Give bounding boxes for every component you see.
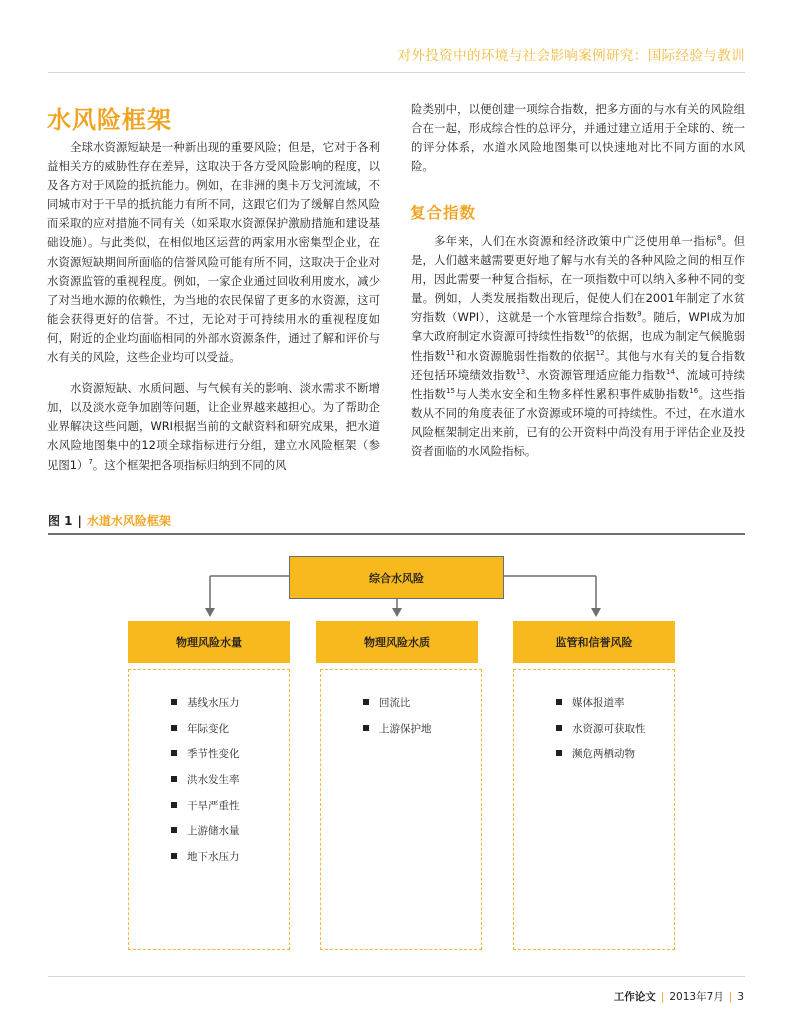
paragraph-text: 的依据，也成为制定气候脆弱性指数 <box>411 329 745 363</box>
footnote-ref: 13 <box>516 367 526 376</box>
right-paragraph-1: 险类别中，以便创建一项综合指数，把多方面的与水有关的风险组合在一起，形成综合性的总评分，并通过建立适用于全球的、统一的评分体系，水道水风险地图集可以快速地对比不同方面的水风险。 <box>411 102 745 174</box>
paragraph-text: 。但是，人们越来越需要更好地了解与水有关的各种风险之间的相互作用，因此需要一种复合指标，在一项指数中可以纳入多种不同的变量。例如，人类发展指数出现后，促使人们在2001年制定了水贫穷指数（WPI），这就是一个水管理综合指数 <box>411 234 745 325</box>
footnote-ref: 12 <box>595 348 605 357</box>
footer-separator: | <box>728 991 733 1003</box>
paragraph-text: 和水资源脆弱性指数的依据 <box>455 348 596 363</box>
arrow-right-icon <box>591 608 601 617</box>
footer <box>614 989 744 1004</box>
category-box-regulatory-reputational: 监管和信誉风险 <box>513 621 675 663</box>
footnote-ref: 11 <box>446 348 456 357</box>
list-item: 回流比 <box>363 696 481 722</box>
list-item: 季节性变化 <box>171 747 289 773</box>
figure-number: 图 1 <box>48 514 73 528</box>
arrow-left-icon <box>205 608 215 617</box>
list-item: 年际变化 <box>171 722 289 748</box>
figure-title: 水道水风险框架 <box>86 514 171 528</box>
paragraph-text: 、水资源管理适应能力指数 <box>525 367 666 382</box>
list-item: 媒体报道率 <box>556 696 674 722</box>
footnote-ref: 15 <box>446 386 456 395</box>
footnote-ref: 16 <box>689 386 699 395</box>
category-box-physical-quantity: 物理风险水量 <box>128 621 290 663</box>
footer-date: 2013年7月 <box>669 991 724 1003</box>
indicator-list-physical-quantity <box>128 669 290 950</box>
page-number: 3 <box>737 991 744 1003</box>
list-item: 濒危两栖动物 <box>556 747 674 773</box>
section-title: 水风险框架 <box>47 106 172 134</box>
list-item: 洪水发生率 <box>171 773 289 799</box>
left-paragraph-2-text-a: 水资源短缺、水质问题、与气候有关的影响、淡水需求不断增加，以及淡水竞争加剧等问题，让企业界越来越担心。为了帮助企业界解决这些问题，WRI根据当前的文献资料和研究成果，把水道水风险地图集中的12项全球指标进行分组，建立水风险框架（参见图1） <box>47 381 380 472</box>
paragraph-text: 与人类水安全和生物多样性累积事件威胁指数 <box>455 386 690 401</box>
list-item: 上游储水量 <box>171 824 289 850</box>
indicator-list-regulatory-reputational <box>513 669 675 950</box>
arrow-center-icon <box>392 608 402 617</box>
running-header: 对外投资中的环境与社会影响案例研究：国际经验与教训 <box>397 48 745 64</box>
footnote-ref: 14 <box>665 367 675 376</box>
list-item: 上游保护地 <box>363 722 481 748</box>
list-item: 地下水压力 <box>171 850 289 876</box>
left-paragraph-1: 全球水资源短缺是一种新出现的重要风险；但是，它对于各利益相关方的威胁性存在差异，这取决于各方受风险影响的程度，以及各方对于风险的抵抗能力。例如，在非洲的奥卡万戈河流域，不同城市对于干旱的抵抗能力有所不同，这跟它们为了缓解自然风险而采取的应对措施不同有关（如采取水资源保护激励措施和建设基础设施）。与此类似，在相似地区运营的两家用水密集型企业，在水资源短缺期间所面临的信誉风险可能有所不同，这取决于企业对水资源监管的重视程度。例如，一家企业通过回收利用废水，减少了对当地水源的依赖性，为当地的农民保留了更多的水资源，这可能会获得更好的信誉。不过，无论对于可持续用水的重视程度如何，附近的企业均面临相同的外部水资源条件，通过了解和评价与水有关的风险，这些企业均可以受益。 <box>47 140 380 365</box>
left-paragraph-2-text-b: 。这个框架把各项指标归纳到不同的风 <box>92 457 287 472</box>
list-item: 干旱严重性 <box>171 799 289 825</box>
footer-publication: 工作论文 <box>613 991 656 1003</box>
footer-divider <box>48 976 745 977</box>
footer-separator: | <box>660 991 665 1003</box>
indicator-list-physical-quality <box>320 669 482 950</box>
paragraph-text: 、流域可持续性指数 <box>411 367 745 401</box>
paragraph-text: 多年来，人们在水资源和经济政策中广泛使用单一指标 <box>434 234 717 248</box>
footnote-ref: 7 <box>88 457 93 466</box>
category-box-physical-quality: 物理风险水质 <box>316 621 478 663</box>
list-item: 水资源可获取性 <box>556 722 674 748</box>
footnote-ref: 8 <box>716 234 722 242</box>
figure-separator: | <box>77 514 82 528</box>
paragraph-text: 。随后，WPI成为加拿大政府制定水资源可持续性指数 <box>411 310 746 344</box>
subsection-title: 复合指数 <box>410 204 477 222</box>
paragraph-text: 。这些指数从不同的角度表征了水资源或环境的可持续性。不过，在水道水风险框架制定出来前，已有的公开资料中尚没有用于评估企业及投资者面临的水风险指标。 <box>411 386 745 459</box>
footnote-ref: 9 <box>637 310 642 319</box>
paragraph-text: 。其他与水有关的复合指数还包括环境绩效指数 <box>411 348 745 382</box>
list-item: 基线水压力 <box>171 696 289 722</box>
root-box: 综合水风险 <box>289 556 504 599</box>
footnote-ref: 10 <box>585 329 595 338</box>
